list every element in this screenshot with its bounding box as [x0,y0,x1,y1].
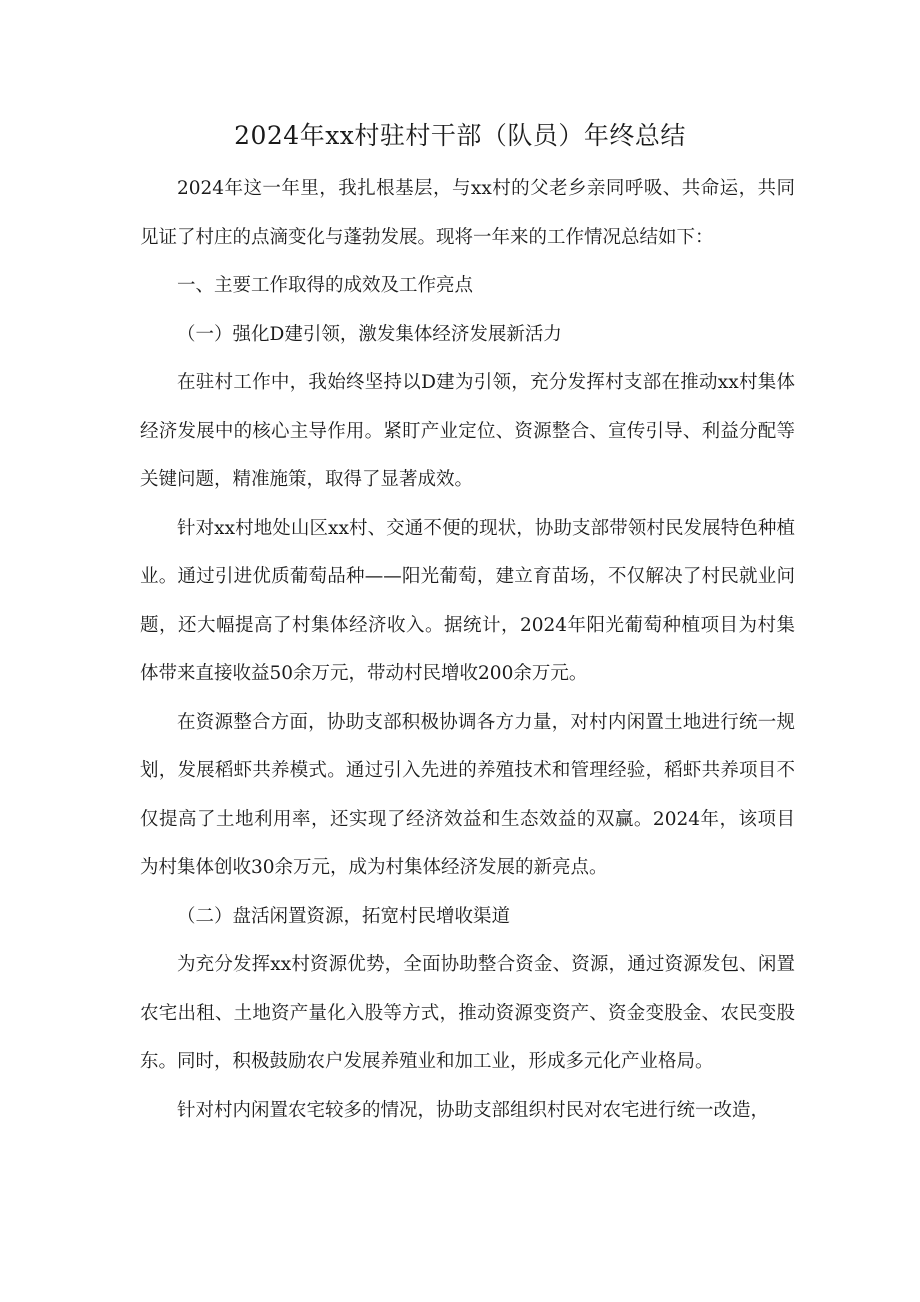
paragraph-grape-planting: 针对xx村地处山区xx村、交通不便的现状，协助支部带领村民发展特色种植业。通过引进优质葡萄品种——阳光葡萄，建立育苗场，不仅解决了村民就业问题，还大幅提高了村集体经济收入。据统计，2024年阳光葡萄种植项目为村集体带来直接收益50余万元，带动村民增收200余万元。 [140,517,795,684]
subsection-heading-2: （二）盘活闲置资源，拓宽村民增收渠道 [177,905,511,927]
section-heading-1: 一、主要工作取得的成效及工作亮点 [177,275,474,296]
paragraph-intro: 2024年这一年里，我扎根基层，与xx村的父老乡亲同呼吸、共命运，共同见证了村庄的点滴变化与蓬勃发展。现将一年来的工作情况总结如下： [140,178,795,248]
subsection-heading-1: （一）强化D建引领，激发集体经济发展新活力 [177,323,562,345]
paragraph-rice-shrimp: 在资源整合方面，协助支部积极协调各方力量，对村内闲置土地进行统一规划，发展稻虾共养模式。通过引入先进的养殖技术和管理经验，稻虾共养项目不仅提高了土地利用率，还实现了经济效益和生态效益的双赢。2024年，该项目为村集体创收30余万元，成为村集体经济发展的新亮点。 [140,711,795,878]
paragraph-party-leadership: 在驻村工作中，我始终坚持以D建为引领，充分发挥村支部在推动xx村集体经济发展中的核心主导作用。紧盯产业定位、资源整合、宣传引导、利益分配等关键问题，精准施策，取得了显著成效。 [140,372,795,490]
paragraph-idle-houses: 针对村内闲置农宅较多的情况，协助支部组织村民对农宅进行统一改造， [177,1099,770,1121]
paragraph-idle-resources: 为充分发挥xx村资源优势，全面协助整合资金、资源，通过资源发包、闲置农宅出租、土地资产量化入股等方式，推动资源变资产、资金变股金、农民变股东。同时，积极鼓励农户发展养殖业和加工业，形成多元化产业格局。 [140,954,795,1072]
document-title: 2024年xx村驻村干部（队员）年终总结 [234,121,686,150]
document-body [140,165,795,1135]
